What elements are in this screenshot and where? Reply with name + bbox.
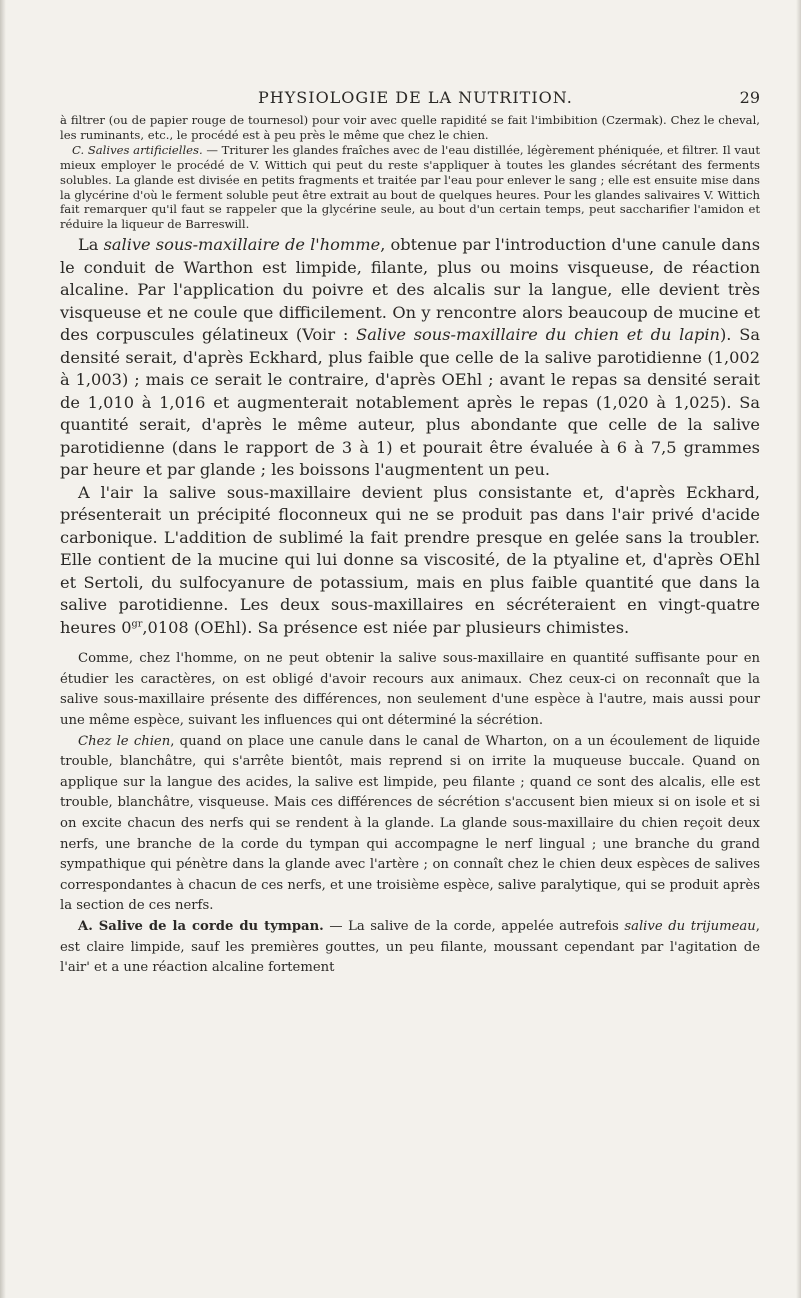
medium-paragraph-2-text: , quand on place une canule dans le canal de Wharton, on a un écoulement de liquide trouble, blanchâtre, qui s'arrête bientôt, mais reprend si on irrite la muqueuse buccale. Quand on applique sur la langue des acides, la salive est limpide, peu filante ; quand ce sont des alcalis, elle est trouble, blanchâtre, visqueuse. Mais ces différences de sécrétion s'accusent bien mieux si on isole et si on excite chacun des nerfs qui se rendent à la glande. La glande sous-maxillaire du chien reçoit deux nerfs, une branche de la corde du tympan qui accompagne le nerf lingual ; une branche du grand sympathique qui pénètre dans la glande avec l'artère ; on connaît chez le chien deux espèces de salives correspondantes à chacun de ces nerfs, et une troisième espèce, salive paralytique, qui se produit après la section de ces nerfs. xyxy=(60,733,761,914)
italic-cross-reference: Salive sous-maxillaire du chien et du lapin xyxy=(356,325,720,345)
small-print-section xyxy=(60,113,760,232)
medium-paragraph-3-text-b: , est claire limpide, sauf les premières gouttes, un peu filante, moussant cependant par l'agitation de l'air' et a une réaction alcaline fortement xyxy=(60,918,760,976)
small-paragraph-2-text: — Triturer les glandes fraîches avec de l'eau distillée, légèrement phéniquée, et filtrer. Il vaut mieux employer le procédé de V. Wittich qui peut du reste s'appliquer à toutes les glandes sécrétant des ferments solubles. La glande est divisée en petits fragments et traitée par l'eau pour enlever le sang ; elle est ensuite mise dans la glycérine d'où le ferment soluble peut être extrait au bout de quelques heures. Pour les glandes salivaires V. Wittich fait remarquer qu'il faut se rappeler que la glycérine seule, au bout d'un certain temps, peut saccharifier l'amidon et réduire la liqueur de Barreswill. xyxy=(60,142,760,232)
main-paragraph-2-text-a: A l'air la salive sous-maxillaire devient plus consistante et, d'après Eckhard, présenterait un précipité floconneux qui ne se produit pas dans l'air privé d'acide carbonique. L'addition de sublimé la fait prendre presque en gelée sans la troubler. Elle contient de la mucine qui lui donne sa viscosité, de la ptyaline et, d'après OEhl et Sertoli, du sulfocyanure de potassium, mais en plus faible quantité que dans la salive parotidienne. Les deux sous-maxillaires en sécréteraient en vingt-quatre heures 0 xyxy=(60,482,760,637)
main-paragraph-2 xyxy=(60,482,760,640)
section-label-salives-artificielles: C. Salives artificielles. xyxy=(72,142,203,157)
medium-paragraph-3-text-a: — La salive de la corde, appelée autrefois xyxy=(323,918,625,934)
page-left-edge-shadow xyxy=(0,0,6,1298)
medium-print-section xyxy=(60,649,760,979)
medium-paragraph-1: Comme, chez l'homme, on ne peut obtenir la salive sous-maxillaire en quantité suffisante pour en étudier les caractères, on est obligé d'avoir recours aux animaux. Chez ceux-ci on reconnaît que la salive sous-maxillaire présente des différences, non seulement d'une espèce à l'autre, mais aussi pour une même espèce, suivant les influences qui ont déterminé la sécrétion. xyxy=(60,651,760,729)
medium-paragraph-2 xyxy=(60,732,760,917)
main-paragraph-1-text-a: , obtenue par l'introduction d'une canule dans le conduit de Warthon est limpide, filante, plus ou moins visqueuse, de réaction alcaline. Par l'application du poivre et des alcalis sur la langue, elle devient très visqueuse et ne coule que difficilement. On y rencontre alors beaucoup de mucine et des corpuscules gélatineux (Voir : xyxy=(60,235,761,345)
page-body xyxy=(60,113,760,979)
main-paragraph-1-lead: La xyxy=(78,235,104,255)
italic-salive-trijumeau: salive du trijumeau xyxy=(624,918,756,934)
main-paragraph-2-text-b: ,0108 (OEhl). Sa présence est niée par plusieurs chimistes. xyxy=(142,617,630,637)
heading-salive-corde-tympan: A. Salive de la corde du tympan. xyxy=(78,918,324,934)
page-number: 29 xyxy=(739,88,760,107)
main-paragraph-1-text-b: ). Sa densité serait, d'après Eckhard, plus faible que celle de la salive parotidienne (1,002 à 1,003) ; mais ce serait le contraire, d'après OEhl ; avant le repas sa densité serait de 1,010 à 1,016 et augmenterait notablement après le repas (1,020 à 1,025). Sa quantité serait, d'après le même auteur, plus abondante que celle de la salive parotidienne (dans le rapport de 3 à 1) et pourait être évaluée à 6 à 7,5 grammes par heure et par glande ; les boissons l'augmentent un peu. xyxy=(60,325,760,480)
italic-salive-sous-maxillaire-homme: salive sous-maxillaire de l'homme xyxy=(103,235,381,255)
small-paragraph-2 xyxy=(60,143,760,232)
page-right-edge-shadow xyxy=(796,0,801,1298)
small-paragraph-1: à filtrer (ou de papier rouge de tournesol) pour voir avec quelle rapidité se fait l'imbibition (Czermak). Chez le cheval, les ruminants, etc., le procédé est à peu près le même que chez le chien. xyxy=(60,113,760,142)
gram-abbreviation: gr xyxy=(131,618,143,630)
italic-chez-le-chien: Chez le chien xyxy=(78,733,171,749)
main-text-section xyxy=(60,234,760,639)
running-title: PHYSIOLOGIE DE LA NUTRITION. xyxy=(258,88,573,107)
page-header xyxy=(60,88,760,112)
main-paragraph-1 xyxy=(60,234,760,482)
medium-paragraph-3 xyxy=(60,917,760,979)
